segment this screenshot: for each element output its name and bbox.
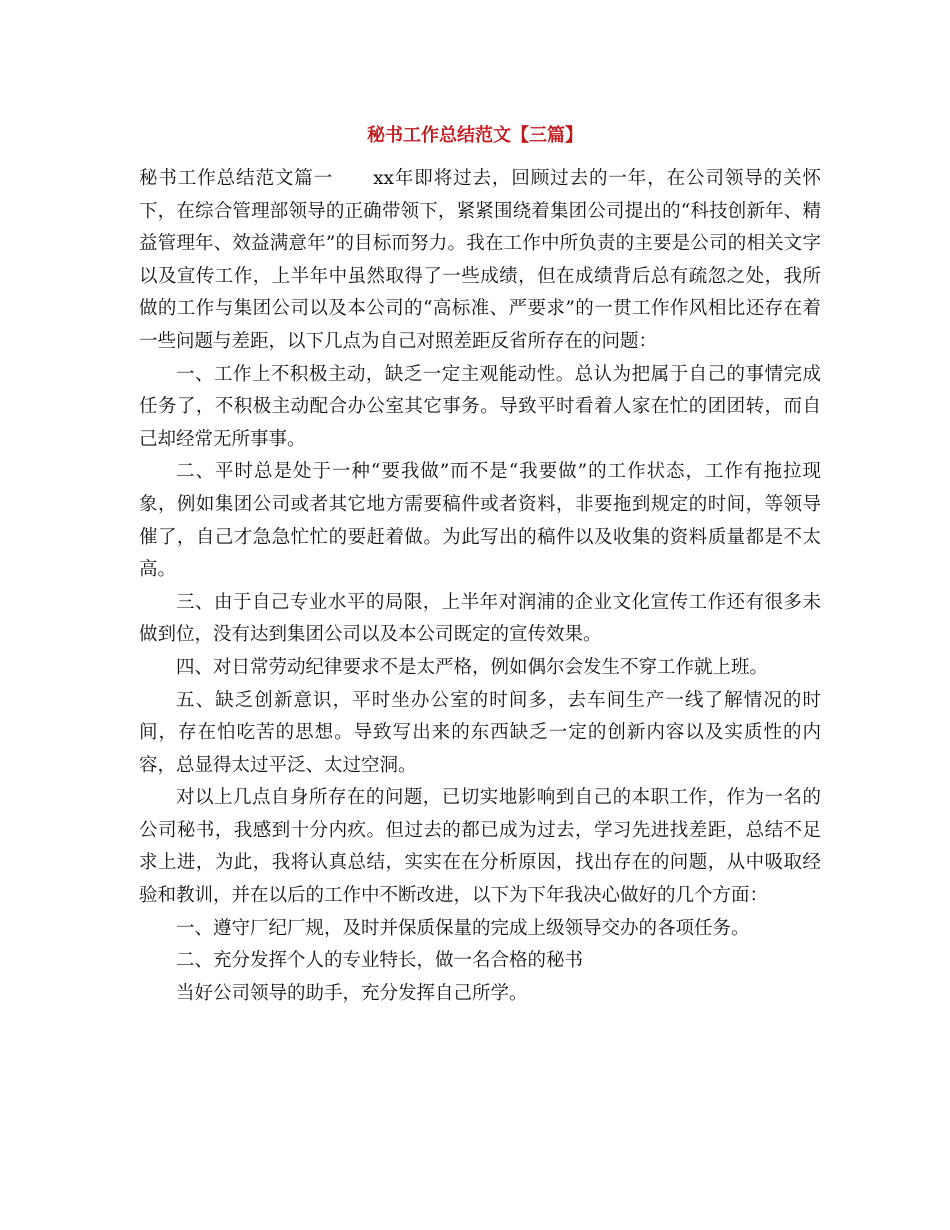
document-title: 秘书工作总结范文【三篇】	[367, 125, 583, 146]
paragraph-item: 一、工作上不积极主动，缺乏一定主观能动性。总认为把属于自己的事情完成任务了，不积极主动配合办公室其它事务。导致平时看着人家在忙的团团转，而自己却经常无所事事。	[139, 363, 821, 450]
paragraph-item: 五、缺乏创新意识，平时坐办公室的时间多，去车间生产一线了解情况的时间，存在怕吃苦的思想。导致写出来的东西缺乏一定的创新内容以及实质性的内容，总显得太过平泛、太过空洞。	[139, 689, 821, 776]
paragraph-item: 对以上几点自身所存在的问题，已切实地影响到自己的本职工作，作为一名的公司秘书，我感到十分内疚。但过去的都已成为过去，学习先进找差距，总结不足求上进，为此，我将认真总结，实实在在分析原因，找出存在的问题，从中吸取经验和教训，并在以后的工作中不断改进，以下为下年我决心做好的几个方面：	[139, 787, 821, 907]
document-body	[139, 163, 821, 1010]
paragraph-item: 二、平时总是处于一种“要我做”而不是“我要做”的工作状态，工作有拖拉现象，例如集团公司或者其它地方需要稿件或者资料，非要拖到规定的时间，等领导催了，自己才急急忙忙的要赶着做。为此写出的稿件以及收集的资料质量都是不太高。	[139, 461, 821, 581]
intro-paragraph	[139, 163, 821, 359]
intro-text: xx年即将过去，回顾过去的一年，在公司领导的关怀下，在综合管理部领导的正确带领下，紧紧围绕着集团公司提出的“科技创新年、精益管理年、效益满意年”的目标而努力。我在工作中所负责的主要是公司的相关文字以及宣传工作，上半年中虽然取得了一些成绩，但在成绩背后总有疏忽之处，我所做的工作与集团公司以及本公司的“高标准、严要求”的一贯工作作风相比还存在着一些问题与差距，以下几点为自己对照差距反省所存在的问题：	[139, 168, 821, 352]
paragraph-item: 四、对日常劳动纪律要求不是太严格，例如偶尔会发生不穿工作就上班。	[176, 656, 769, 678]
paragraph-item: 一、遵守厂纪厂规，及时并保质保量的完成上级领导交办的各项任务。	[176, 917, 750, 939]
paragraph-item: 三、由于自己专业水平的局限，上半年对润浦的企业文化宣传工作还有很多未做到位，没有达到集团公司以及本公司既定的宣传效果。	[139, 591, 821, 646]
paragraph-item: 当好公司领导的助手，充分发挥自己所学。	[176, 982, 528, 1004]
intro-heading: 秘书工作总结范文篇一	[139, 168, 334, 189]
paragraph-item: 二、充分发挥个人的专业特长，做一名合格的秘书	[176, 950, 584, 972]
